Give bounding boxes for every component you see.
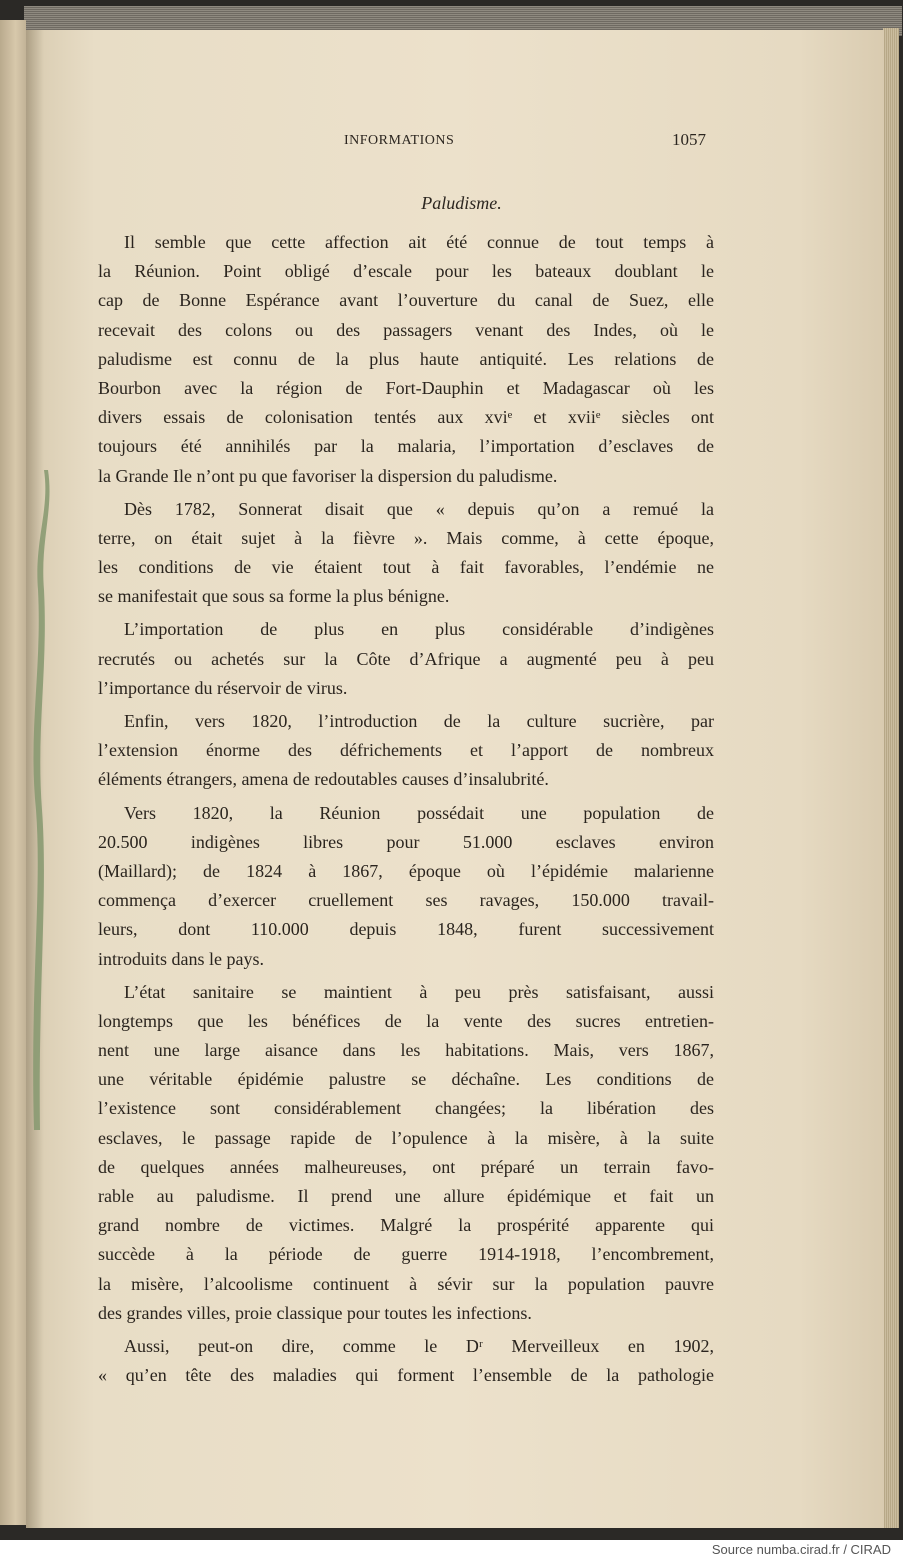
text-line: terre, on était sujet à la fièvre ». Mais comme, à cette époque, [98,527,714,548]
text-line: les conditions de vie étaient tout à fait favorables, l’endémie ne [98,557,714,578]
text-line: grand nombre de victimes. Malgré la prospérité apparente qui [98,1215,714,1236]
text-line: la Grande Ile n’ont pu que favoriser la dispersion du paludisme. [98,465,558,486]
text-line: de quelques années malheureuses, ont préparé un terrain favo- [98,1156,714,1177]
text-line: toujours été annihilés par la malaria, l’importation d’esclaves de [98,436,714,457]
text-line: 20.500 indigènes libres pour 51.000 esclaves environ [98,831,714,852]
text-line: divers essais de colonisation tentés aux xviᵉ et xviiᵉ siècles ont [98,407,714,428]
text-line: Bourbon avec la région de Fort-Dauphin et Madagascar où les [98,377,714,398]
text-line: esclaves, le passage rapide de l’opulence à la misère, à la suite [98,1127,714,1148]
text-line: commença d’exercer cruellement ses ravages, 150.000 travail- [98,890,714,911]
text-line: Enfin, vers 1820, l’introduction de la culture sucrière, par [124,711,714,731]
source-credit: Source numba.cirad.fr / CIRAD [711,1542,891,1557]
ribbon-bookmark-icon [30,470,50,1130]
running-head: INFORMATIONS [344,133,455,148]
text-line: rable au paludisme. Il prend une allure épidémique et fait un [98,1186,714,1206]
text-line: leurs, dont 110.000 depuis 1848, furent successivement [98,919,714,940]
text-line: l’extension énorme des défrichements et l’apport de nombreux [98,740,714,761]
text-line: recevait des colons ou des passagers venant des Indes, où le [98,319,714,340]
paragraph [98,495,714,612]
text-line: introduits dans le pays. [98,948,264,969]
text-line: Vers 1820, la Réunion possédait une population de [124,802,714,823]
text-line: recrutés ou achetés sur la Côte d’Afrique a augmenté peu à peu [98,648,714,669]
text-line: Aussi, peut-on dire, comme le Dʳ Merveilleux en 1902, [124,1335,714,1356]
text-line: la Réunion. Point obligé d’escale pour les bateaux doublant le [98,261,714,282]
text-line: nent une large aisance dans les habitations. Mais, vers 1867, [98,1040,714,1061]
text-line: éléments étrangers, amena de redoutables causes d’insalubrité. [98,769,549,790]
text-line: se manifestait que sous sa forme la plus bénigne. [98,586,450,607]
body-text [98,228,714,1390]
text-line: une véritable épidémie palustre se déchaîne. Les conditions de [98,1069,714,1090]
text-line: L’état sanitaire se maintient à peu près satisfaisant, aussi [124,981,714,1002]
previous-page-edge [0,20,26,1525]
text-line: la misère, l’alcoolisme continuent à sévir sur la population pauvre [98,1273,714,1294]
text-line: Dès 1782, Sonnerat disait que « depuis qu’on a remué la [124,498,714,519]
page-number: 1057 [672,130,706,149]
text-line: « qu’en tête des maladies qui forment l’ensemble de la pathologie [98,1365,714,1386]
paragraph [98,1332,714,1390]
text-line: Il semble que cette affection ait été connue de tout temps à [124,232,714,252]
page-block-right-edge [883,28,899,1528]
text-line: des grandes villes, proie classique pour toutes les infections. [98,1302,532,1323]
text-line: paludisme est connu de la plus haute antiquité. Les relations de [98,348,714,369]
text-line: cap de Bonne Espérance avant l’ouverture du canal de Suez, elle [98,290,714,311]
section-title: Paludisme. [421,193,502,213]
paragraph [98,228,714,491]
text-line: (Maillard); de 1824 à 1867, époque où l’épidémie malarienne [98,860,714,881]
paragraph [98,707,714,795]
text-line: longtemps que les bénéfices de la vente des sucres entretien- [98,1010,714,1031]
text-line: succède à la période de guerre 1914-1918, l’encombrement, [98,1244,714,1265]
text-line: L’importation de plus en plus considérable d’indigènes [124,619,714,640]
paragraph [98,799,714,974]
paragraph [98,615,714,703]
text-line: l’importance du réservoir de virus. [98,677,348,698]
text-line: l’existence sont considérablement changées; la libération des [98,1098,714,1119]
paragraph [98,978,714,1328]
